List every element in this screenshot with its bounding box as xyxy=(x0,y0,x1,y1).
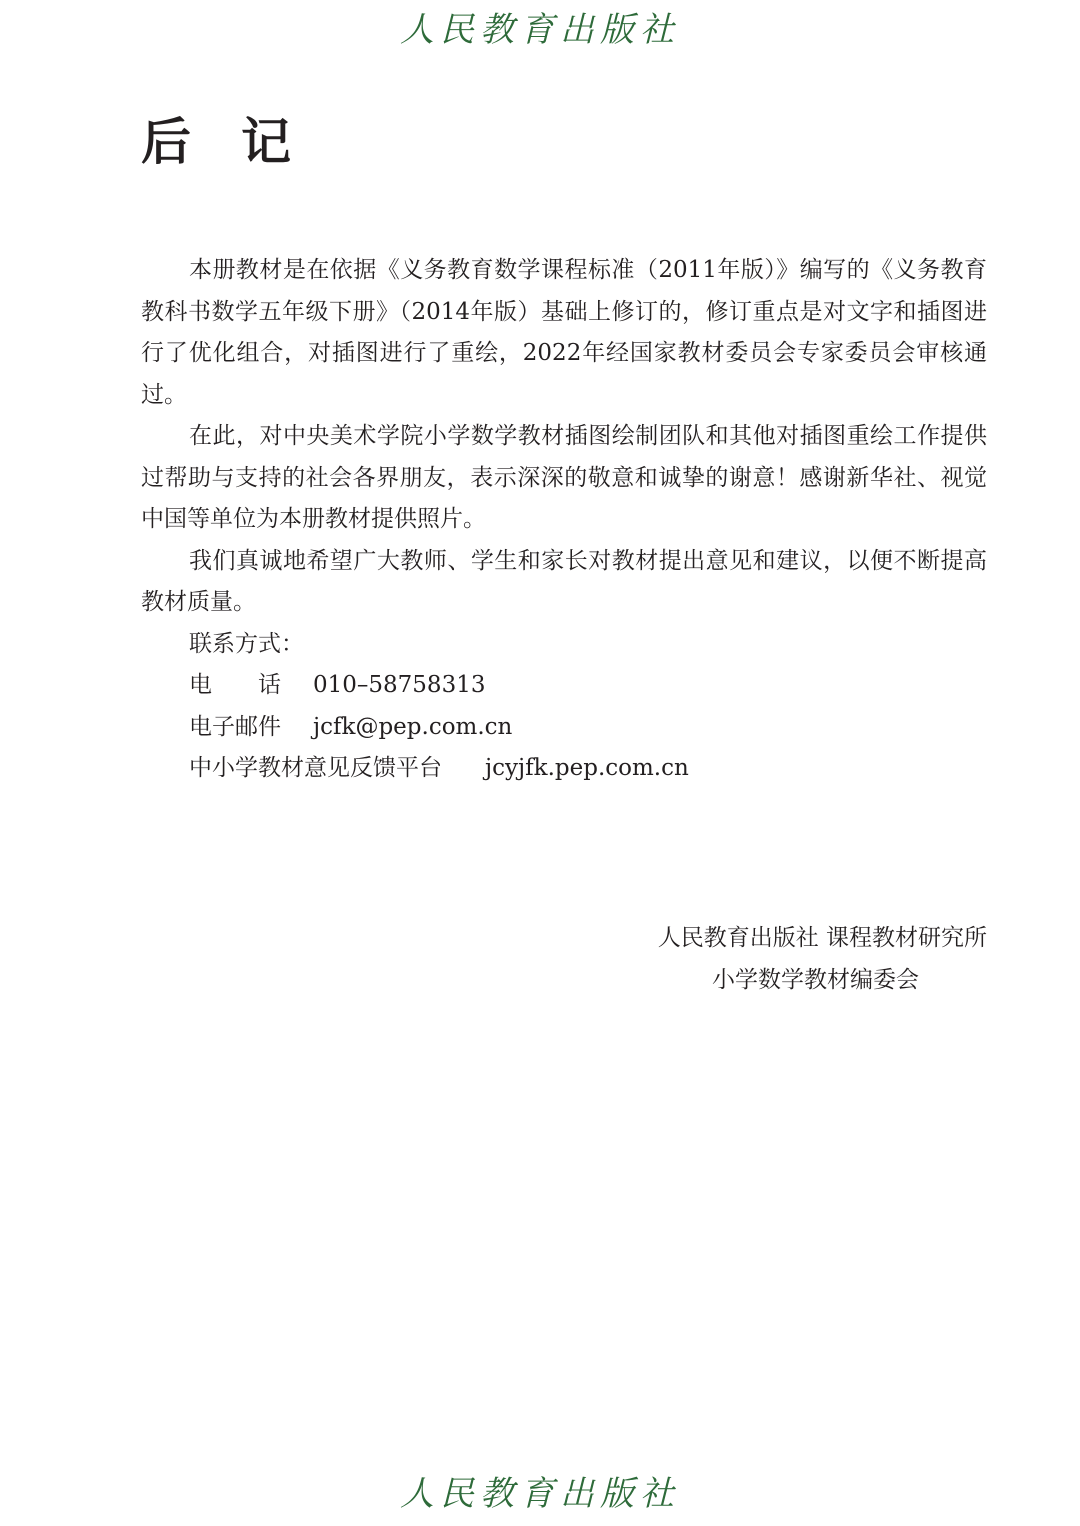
paragraph-thanks: 在此，对中央美术学院小学数学教材插图绘制团队和其他对插图重绘工作提供过帮助与支持的社会各界朋友，表示深深的敬意和诚挚的谢意！感谢新华社、视觉中国等单位为本册教材提供照片。 xyxy=(141,423,987,532)
feedback-platform-label: 中小学教材意见反馈平台 xyxy=(189,755,442,781)
paragraph-revision: 本册教材是在依据《义务教育数学课程标准（2011年版）》编写的《义务教育教科书数学五年级下册》（2014年版）基础上修订的，修订重点是对文字和插图进行了优化组合，对插图进行了重绘，2022年经国家教材委员会专家委员会审核通过。 xyxy=(141,257,987,408)
phone-label: 电 话 xyxy=(189,672,281,698)
publisher-logo-bottom: 人民教育出版社 xyxy=(400,1474,680,1514)
contact-feedback-row xyxy=(141,748,987,790)
page-title: 后记 xyxy=(141,112,341,171)
publisher-logo-top: 人民教育出版社 xyxy=(400,10,680,50)
contact-phone-row xyxy=(141,665,987,707)
paragraph-feedback: 我们真诚地希望广大教师、学生和家长对教材提出意见和建议，以便不断提高教材质量。 xyxy=(141,547,987,615)
signature-block xyxy=(560,918,987,1001)
afterword-body xyxy=(141,250,987,790)
feedback-platform-value: jcyjfk.pep.com.cn xyxy=(485,755,689,781)
contact-email-row xyxy=(141,707,987,749)
email-value: jcfk@pep.com.cn xyxy=(313,713,513,740)
signature-institute: 人民教育出版社 课程教材研究所 xyxy=(657,925,987,951)
contact-heading: 联系方式： xyxy=(189,630,304,657)
phone-value: 010–58758313 xyxy=(313,672,486,698)
email-label: 电子邮件 xyxy=(189,713,281,740)
signature-committee: 小学数学教材编委会 xyxy=(712,966,919,993)
